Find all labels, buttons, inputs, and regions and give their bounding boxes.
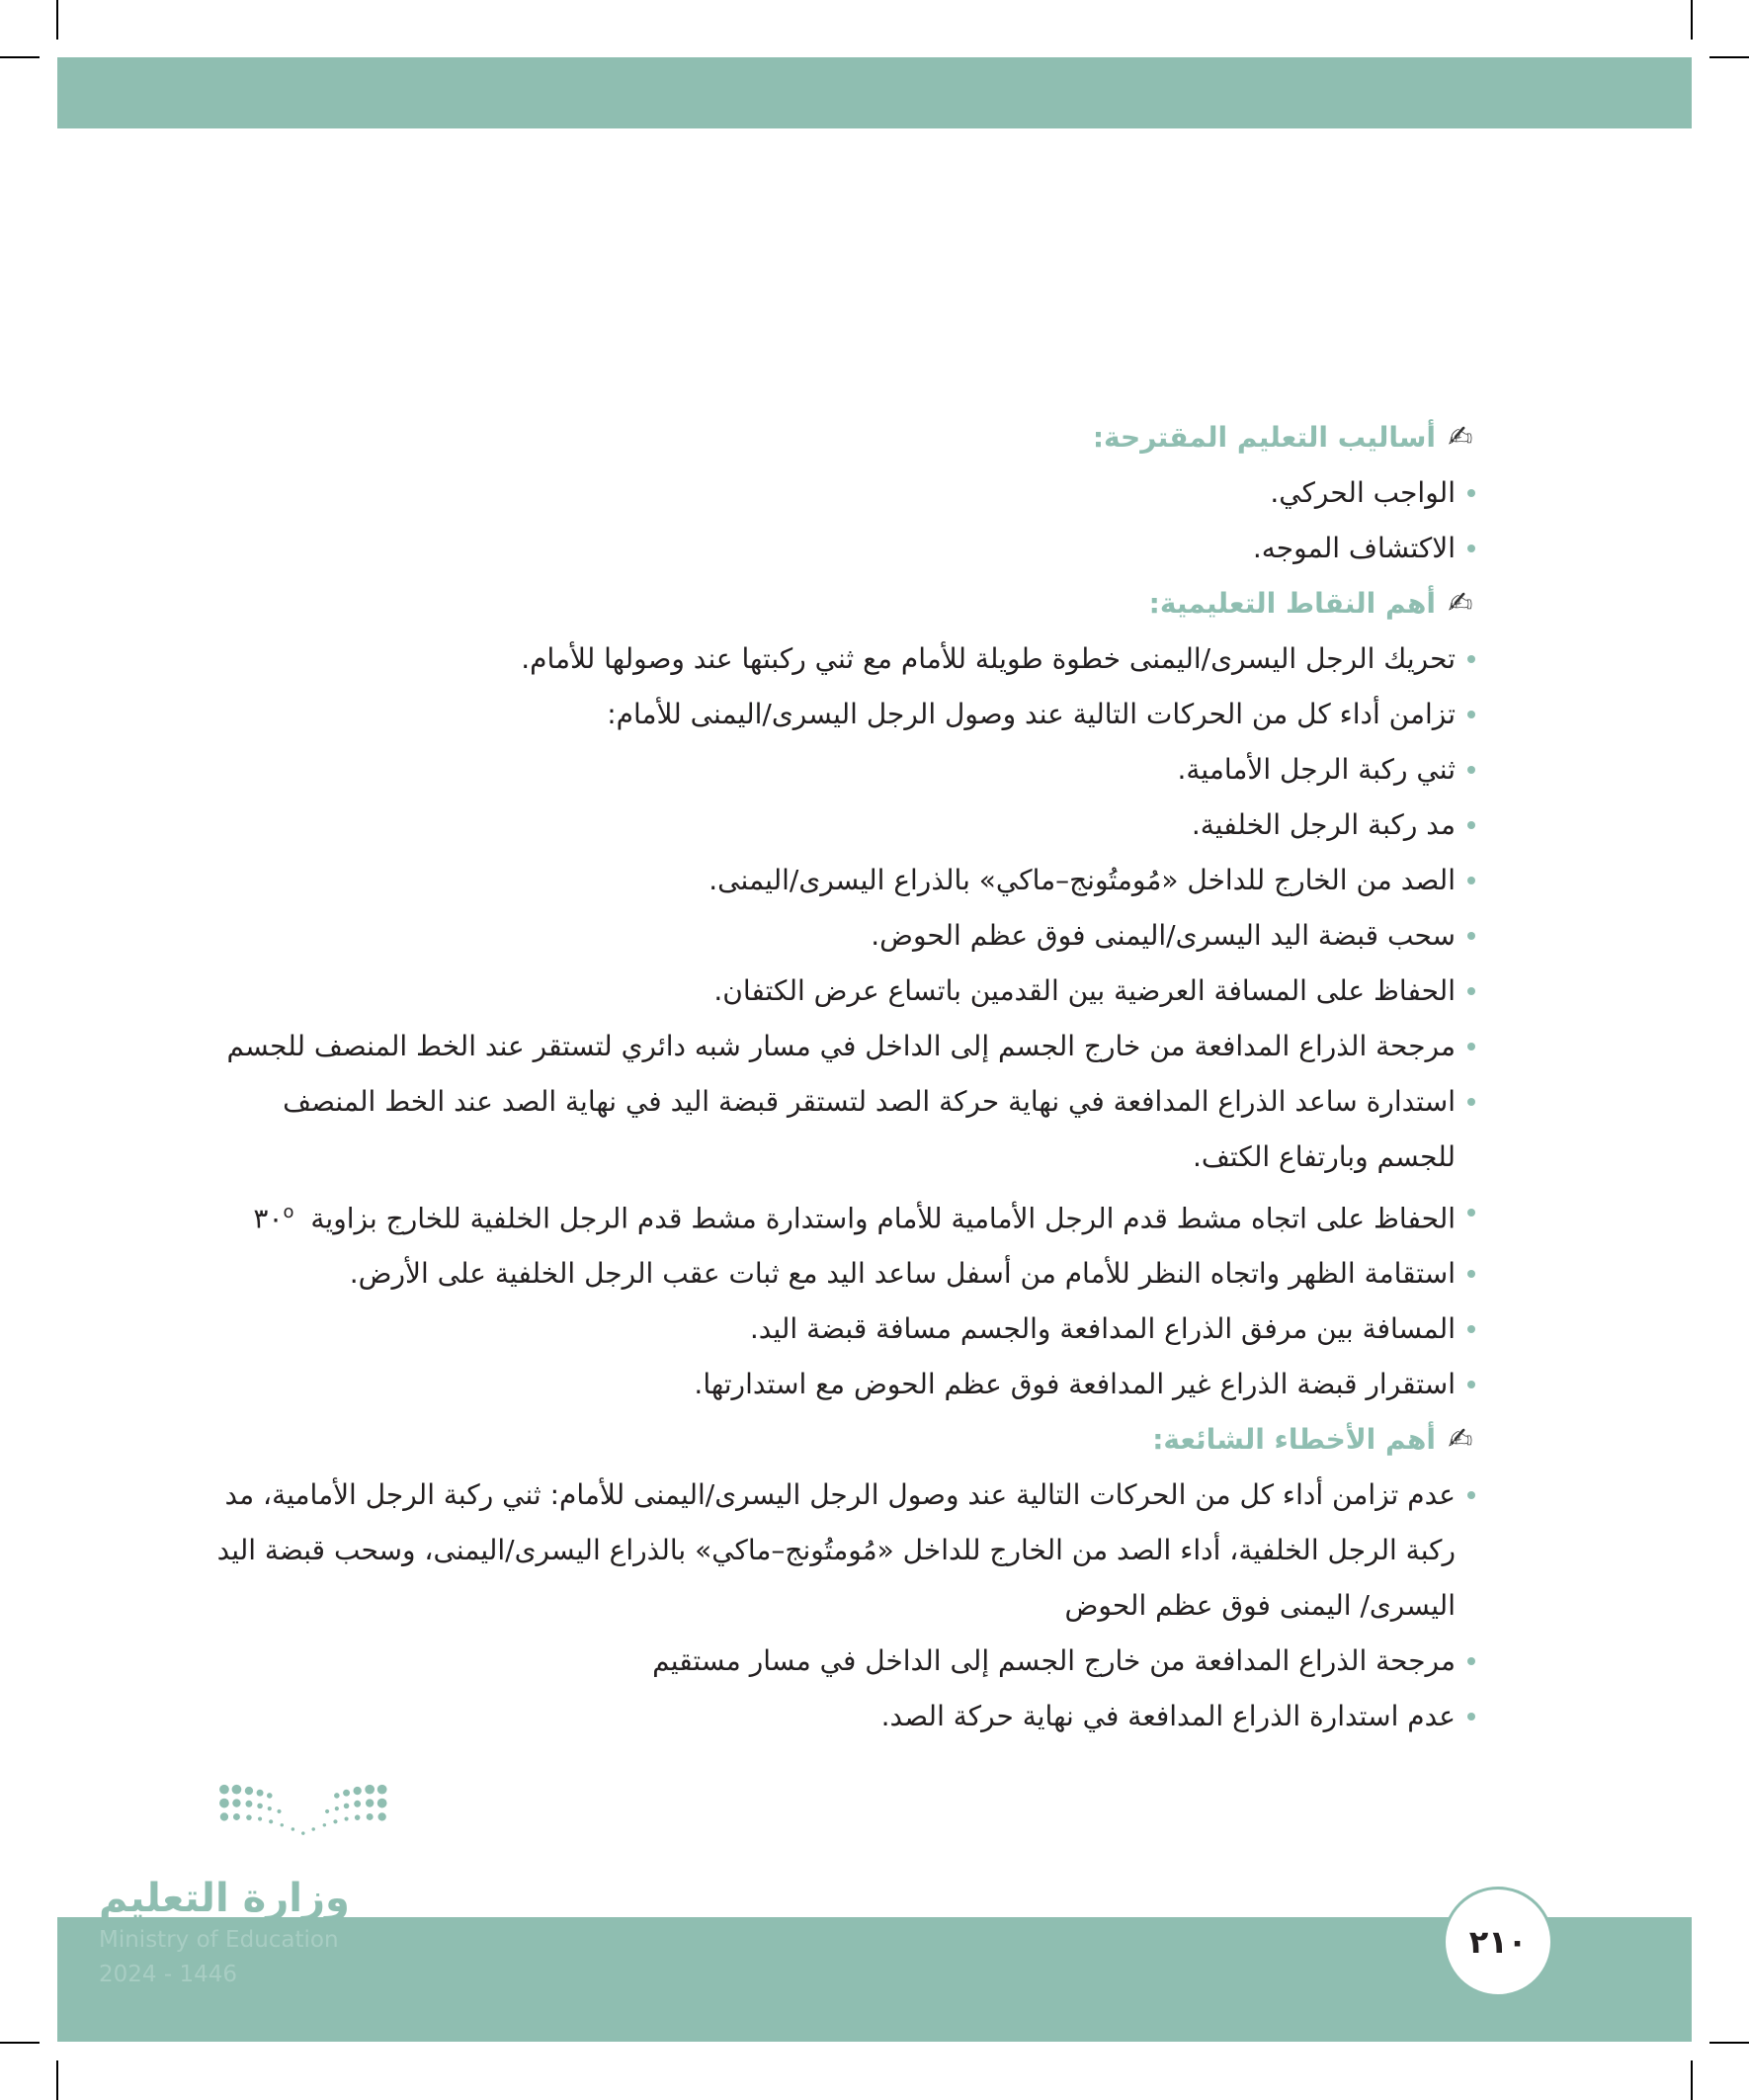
ministry-name-english: Ministry of Education [99, 1927, 339, 1953]
list-item: مد ركبة الرجل الخلفية. [198, 798, 1477, 853]
crop-mark [1709, 56, 1749, 58]
section-heading-text: أهم النقاط التعليمية: [1148, 587, 1436, 620]
bullet-list [198, 631, 1477, 1412]
crop-mark [1691, 0, 1693, 40]
bullet-list [198, 1468, 1477, 1744]
crop-mark [1691, 2060, 1693, 2100]
header-band [57, 57, 1692, 128]
section-heading [198, 576, 1477, 631]
list-item: مرجحة الذراع المدافعة من خارج الجسم إلى الداخل في مسار شبه دائري لتستقر عند الخط المنصف للجسم [198, 1019, 1477, 1074]
ministry-logo-dots [217, 1774, 464, 1853]
crop-mark [56, 0, 58, 40]
section-heading [198, 1412, 1477, 1468]
list-item: تحريك الرجل اليسرى/اليمنى خطوة طويلة للأمام مع ثني ركبتها عند وصولها للأمام. [198, 631, 1477, 687]
list-item: المسافة بين مرفق الذراع المدافعة والجسم مسافة قبضة اليد. [198, 1302, 1477, 1357]
crop-mark [0, 2042, 40, 2044]
list-item: تزامن أداء كل من الحركات التالية عند وصول الرجل اليسرى/اليمنى للأمام: [198, 687, 1477, 742]
pen-icon: ✍ [1448, 586, 1473, 621]
list-item: الحفاظ على المسافة العرضية بين القدمين باتساع عرض الكتفان. [198, 964, 1477, 1019]
section-heading-text: أساليب التعليم المقترحة: [1092, 421, 1436, 454]
page-content [198, 410, 1477, 1744]
list-item: سحب قبضة اليد اليسرى/اليمنى فوق عظم الحوض. [198, 908, 1477, 964]
ministry-name-arabic: وزارة التعليم [99, 1876, 350, 1921]
list-item: استدارة ساعد الذراع المدافعة في نهاية حركة الصد لتستقر قبضة اليد في نهاية الصد عند الخط المنصف للجسم وبارتفاع الكتف. [198, 1074, 1477, 1185]
section-heading-text: أهم الأخطاء الشائعة: [1152, 1423, 1436, 1457]
crop-mark [0, 56, 40, 58]
list-item: استقرار قبضة الذراع غير المدافعة فوق عظم الحوض مع استدارتها. [198, 1357, 1477, 1412]
page-number: ٢١٠ [1443, 1887, 1553, 1997]
list-item-text: الحفاظ على اتجاه مشط قدم الرجل الأمامية للأمام واستدارة مشط قدم الرجل الخلفية للخارج بزاوية ٣٠ [253, 1202, 1456, 1235]
list-item: ثني ركبة الرجل الأمامية. [198, 742, 1477, 798]
pen-icon: ✍ [1448, 420, 1473, 455]
list-item: الاكتشاف الموجه. [198, 521, 1477, 576]
bullet-list [198, 465, 1477, 576]
section-heading [198, 410, 1477, 465]
list-item: مرجحة الذراع المدافعة من خارج الجسم إلى الداخل في مسار مستقيم [198, 1634, 1477, 1689]
list-item: الواجب الحركي. [198, 465, 1477, 521]
ministry-year: 2024 - 1446 [99, 1962, 237, 1987]
crop-mark [56, 2060, 58, 2100]
degree-symbol: o [283, 1202, 294, 1222]
pen-icon: ✍ [1448, 1422, 1473, 1458]
list-item: عدم تزامن أداء كل من الحركات التالية عند وصول الرجل اليسرى/اليمنى للأمام: ثني ركبة الرجل الأمامية، مد ركبة الرجل الخلفية، أداء الصد من الخارج للداخل «مُومتُونج–ماكي» بالذراع اليسرى/اليمنى، وسحب قبضة اليد اليسرى/ اليمنى فوق عظم الحوض [198, 1468, 1477, 1634]
crop-mark [1709, 2042, 1749, 2044]
list-item: استقامة الظهر واتجاه النظر للأمام من أسفل ساعد اليد مع ثبات عقب الرجل الخلفية على الأرض. [198, 1246, 1477, 1302]
list-item [198, 1185, 1477, 1246]
list-item: الصد من الخارج للداخل «مُومتُونج–ماكي» بالذراع اليسرى/اليمنى. [198, 853, 1477, 908]
list-item: عدم استدارة الذراع المدافعة في نهاية حركة الصد. [198, 1689, 1477, 1744]
